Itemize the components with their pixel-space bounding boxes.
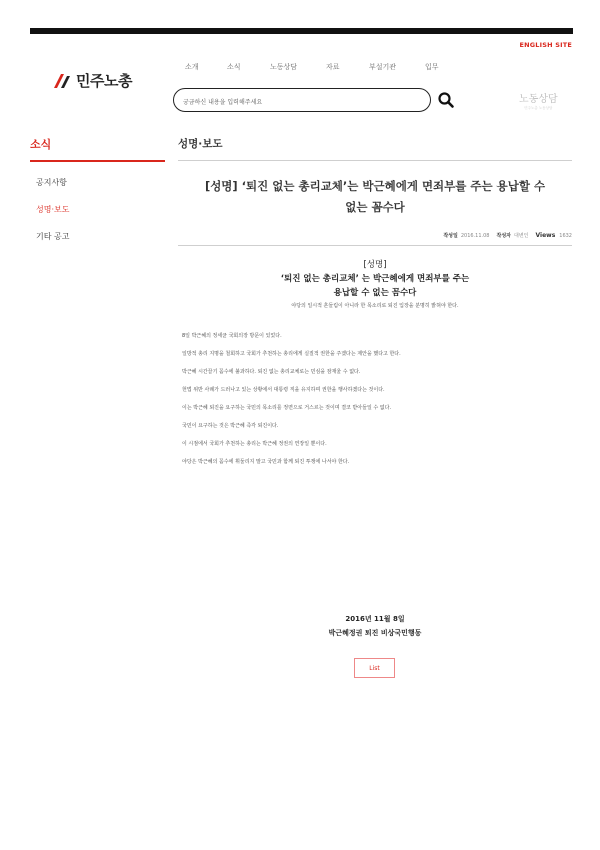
gnb-item-about[interactable]: 소개 — [185, 63, 199, 71]
views-value: 1632 — [559, 232, 572, 239]
list-button[interactable]: List — [354, 658, 395, 678]
body-paragraph: 야당은 박근혜의 꼼수에 휘둘리지 말고 국민과 함께 퇴진 투쟁에 나서야 한다. — [182, 459, 350, 465]
sidebar-menu — [36, 177, 69, 258]
gnb-item-resources[interactable]: 자료 — [326, 63, 340, 71]
views-label: Views — [535, 232, 556, 239]
sidebar-item-statements[interactable]: 성명·보도 — [36, 205, 70, 214]
statement-heading — [178, 258, 572, 311]
post-title-line-2: 없는 꼼수다 — [345, 200, 405, 214]
post-title — [178, 176, 572, 218]
search-input[interactable] — [174, 92, 404, 114]
search-icon[interactable] — [437, 91, 455, 109]
gnb-item-counsel[interactable]: 노동상담 — [270, 63, 298, 71]
body-paragraph: 국민이 요구하는 것은 박근혜 즉각 퇴진이다. — [182, 423, 279, 429]
post-title-line-1: [성명] ‘퇴진 없는 총리교체’는 박근혜에게 면죄부를 주는 용납할 수 — [204, 179, 546, 193]
logo-text: 민주노총 — [76, 72, 132, 90]
kctu-logo-icon — [52, 73, 72, 89]
sidebar-divider — [30, 160, 165, 162]
body-paragraph: 일방적 총리 지명을 철회하고 국회가 추천하는 총리에게 실질적 권한을 주겠다는 제안을 했다고 한다. — [182, 351, 401, 357]
body-paragraph: 박근혜 시간끌기 꼼수에 불과하다. 퇴진 없는 총리교체로는 민심을 잠재울 수 없다. — [182, 369, 361, 375]
meta-divider — [178, 245, 572, 246]
sidebar-item-notice[interactable]: 공지사항 — [36, 178, 67, 187]
statement-title-line-1: ‘퇴진 없는 총리교체’ 는 박근혜에게 면죄부를 주는 — [280, 274, 470, 284]
sidebar-item-other-notices[interactable]: 기타 공고 — [36, 232, 70, 241]
statement-label: [성명] — [363, 260, 387, 270]
statement-subtitle: 야당의 일시적 흔들림이 아니라 한 목소리로 퇴진 입장을 분명히 밝혀야 한다. — [291, 303, 459, 309]
statement-body — [182, 332, 572, 476]
post-meta — [443, 232, 572, 239]
body-paragraph: 8일 박근혜의 정세균 국회의장 방문이 있었다. — [182, 333, 282, 339]
site-logo[interactable] — [52, 70, 132, 91]
gnb-item-affiliates[interactable]: 부설기관 — [369, 63, 397, 71]
search-box — [173, 88, 431, 112]
page-title: 성명·보도 — [178, 138, 223, 150]
page-title-divider — [178, 160, 572, 161]
author-value: 대변인 — [513, 233, 529, 239]
signature-organization: 박근혜정권 퇴진 비상국민행동 — [328, 629, 422, 637]
english-site-link[interactable]: ENGLISH SITE — [519, 41, 572, 49]
global-nav — [185, 62, 455, 72]
body-paragraph: 이는 박근혜 퇴진을 요구하는 국민의 목소리를 정면으로 거스르는 것이며 결코 받아들일 수 없다. — [182, 405, 392, 411]
date-label: 작성일 — [443, 233, 458, 239]
gnb-item-news[interactable]: 소식 — [227, 63, 241, 71]
author-label: 작성자 — [496, 233, 511, 239]
statement-title-line-2: 용납할 수 없는 꼼수다 — [333, 288, 417, 298]
sidebar-title: 소식 — [30, 138, 52, 151]
counsel-subtitle: 민주노총 노동상담 — [524, 106, 553, 110]
date-value: 2016.11.08 — [460, 232, 490, 239]
counsel-link[interactable] — [519, 90, 558, 111]
gnb-item-work[interactable]: 입무 — [425, 63, 439, 71]
body-paragraph: 헌법 위반 사례가 드러나고 있는 상황에서 대통령 직을 유지하며 권한을 행사하겠다는 것이다. — [182, 387, 385, 393]
signature-date: 2016년 11월 8일 — [345, 615, 405, 623]
top-bar — [30, 28, 573, 34]
counsel-title: 노동상담 — [519, 94, 558, 105]
body-paragraph: 이 시점에서 국회가 추천하는 총리는 박근혜 정권의 연장일 뿐이다. — [182, 441, 327, 447]
statement-signature — [178, 612, 572, 640]
